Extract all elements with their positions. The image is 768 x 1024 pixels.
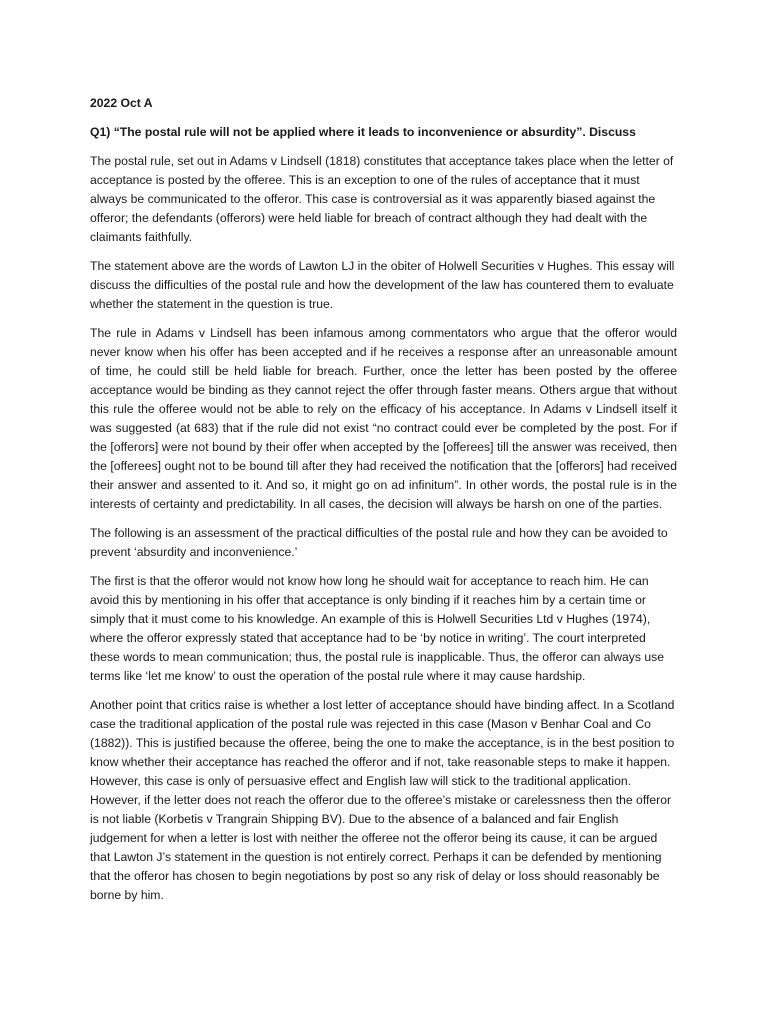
paragraph-lost-letter: Another point that critics raise is whether a lost letter of acceptance should have binding affect. In a Scotland case the traditional application of the postal rule was rejected in this case (Mason v Benhar Coal and Co (1882)). This is justified because the offeree, being the one to make the acceptance, is in the best position to know whether their acceptance has reached the offeror and if not, take reasonable steps to make it happen. However, this case is only of persuasive effect and English law will stick to the traditional application. However, if the letter does not reach the offeror due to the offeree’s mistake or carelessness then the offeror is not liable (Korbetis v Trangrain Shipping BV). Due to the absence of a balanced and fair English judgement for when a letter is lost with neither the offeree not the offeror being its cause, it can be argued that Lawton J’s statement in the question is not entirely correct. Perhaps it can be defended by mentioning that the offeror has chosen to begin negotiations by post so any risk of delay or loss should reasonably be borne by him.	[90, 698, 675, 902]
document-page	[90, 94, 677, 915]
paragraph-first-difficulty: The first is that the offeror would not know how long he should wait for acceptance to reach him. He can avoid this by mentioning in his offer that acceptance is only binding if it reaches him by a certain time or simply that it must come to his knowledge. An example of this is Holwell Securities Ltd v Hughes (1974), where the offeror expressly stated that acceptance had to be ‘by notice in writing’. The court interpreted these words to mean communication; thus, the postal rule is inapplicable. Thus, the offeror can always use terms like ‘let me know’ to oust the operation of the postal rule where it may cause hardship.	[90, 574, 665, 683]
paragraph-criticism: The rule in Adams v Lindsell has been infamous among commentators who argue that the offeror would never know when his offer has been accepted and if he receives a response after an unreasonable amount of time, he could still be held liable for breach. Further, once the letter has been posted by the offeree acceptance would be binding as they cannot reject the offer through faster means. Others argue that without this rule the offeree would not be able to rely on the efficacy of his acceptance. In Adams v Lindsell itself it was suggested (at 683) that if the rule did not exist “no contract could ever be completed by the post. For if the [offerors] were not bound by their offer when accepted by the [offerees] till the answer was received, then the [offerees] ought not to be bound till after they had received the notification that the [offerors] had received their answer and assented to it. And so, it might go on ad infinitum”. In other words, the postal rule is in the interests of certainty and predictability. In all cases, the decision will always be harsh on one of the parties.	[90, 326, 677, 511]
document-heading: 2022 Oct A	[90, 96, 153, 110]
paragraph-intro: The postal rule, set out in Adams v Lindsell (1818) constitutes that acceptance takes place when the letter of acceptance is posted by the offeree. This is an exception to one of the rules of acceptance that it must always be communicated to the offeror. This case is controversial as it was apparently biased against the offeror; the defendants (offerors) were held liable for breach of contract although they had dealt with the claimants faithfully.	[90, 154, 674, 244]
paragraph-statement: The statement above are the words of Lawton LJ in the obiter of Holwell Securities v Hughes. This essay will discuss the difficulties of the postal rule and how the development of the law has countered them to evaluate whether the statement in the question is true.	[90, 259, 675, 311]
essay-question: Q1) “The postal rule will not be applied where it leads to inconvenience or absurdity”. Discuss	[90, 125, 636, 139]
paragraph-assessment-intro: The following is an assessment of the practical difficulties of the postal rule and how they can be avoided to prevent ‘absurdity and inconvenience.’	[90, 526, 668, 559]
